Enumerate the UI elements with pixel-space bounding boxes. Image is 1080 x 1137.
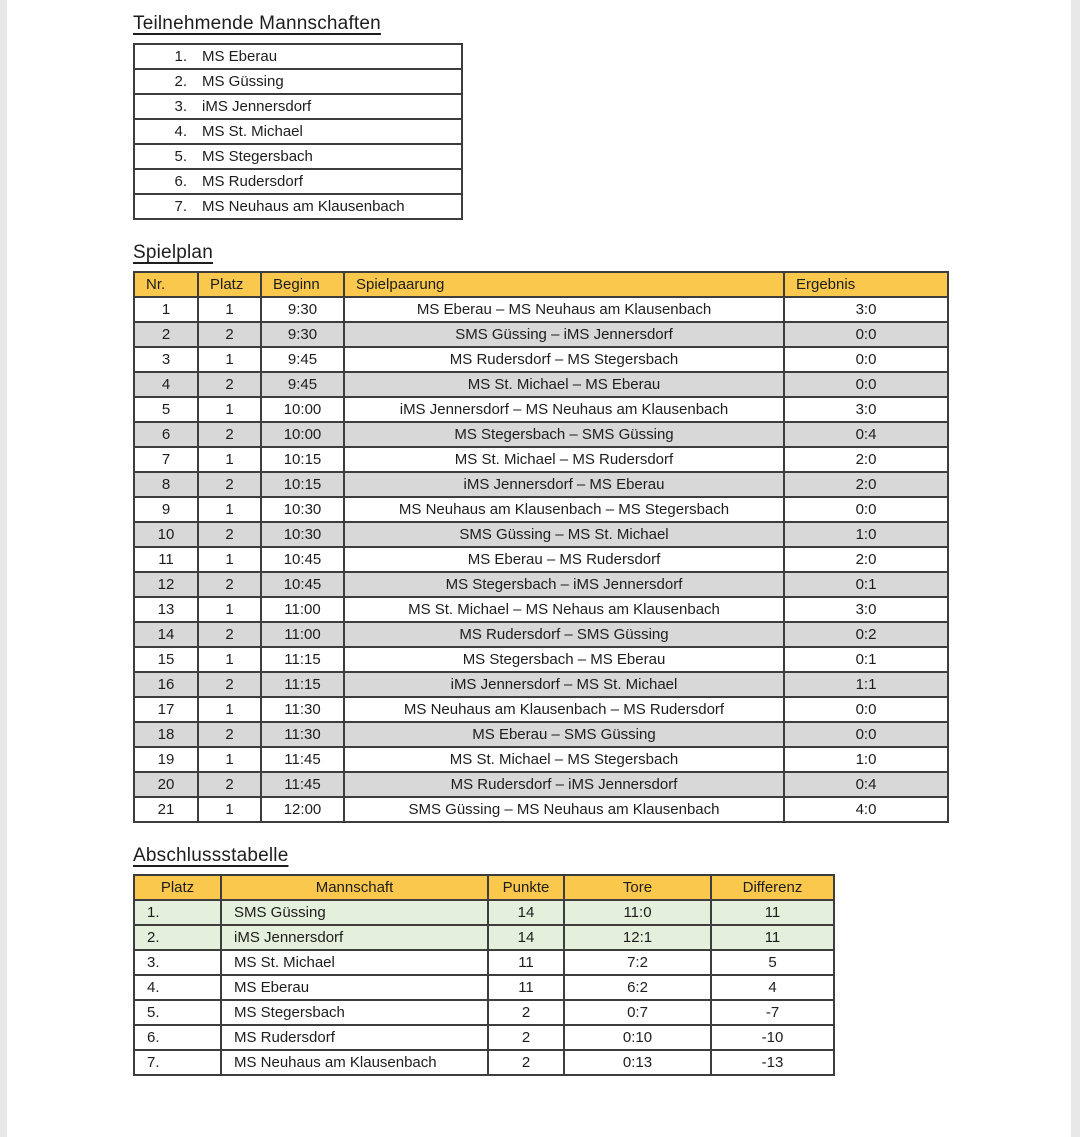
schedule-row (134, 697, 948, 722)
cell-platz: 1 (198, 597, 261, 622)
cell-beginn: 11:45 (261, 772, 344, 797)
cell-mannschaft: MS Rudersdorf (221, 1025, 488, 1050)
cell-nr: 7 (134, 447, 198, 472)
cell-beginn: 11:15 (261, 672, 344, 697)
schedule-row (134, 322, 948, 347)
team-list-row (134, 144, 462, 169)
cell-ergebnis: 0:0 (784, 372, 948, 397)
schedule-row (134, 647, 948, 672)
cell-platz: 2 (198, 772, 261, 797)
cell-nr: 10 (134, 522, 198, 547)
cell-beginn: 10:15 (261, 472, 344, 497)
schedule-row (134, 347, 948, 372)
standings-col-header-platz: Platz (134, 875, 221, 900)
cell-ergebnis: 0:0 (784, 497, 948, 522)
cell-platz: 1 (198, 797, 261, 822)
standings-col-header-differenz: Differenz (711, 875, 834, 900)
cell-platz: 4. (134, 975, 221, 1000)
teams-table (133, 43, 463, 220)
cell-nr: 8 (134, 472, 198, 497)
team-list-cell (134, 44, 462, 69)
cell-nr: 5 (134, 397, 198, 422)
cell-punkte: 14 (488, 925, 564, 950)
cell-spielpaarung: MS St. Michael – MS Rudersdorf (344, 447, 784, 472)
cell-platz: 2 (198, 422, 261, 447)
team-name: MS St. Michael (202, 123, 303, 140)
team-list-row (134, 119, 462, 144)
standings-header-row (134, 875, 834, 900)
cell-spielpaarung: MS Eberau – MS Neuhaus am Klausenbach (344, 297, 784, 322)
cell-beginn: 10:00 (261, 422, 344, 447)
cell-nr: 2 (134, 322, 198, 347)
team-list-row (134, 44, 462, 69)
schedule-row (134, 522, 948, 547)
schedule-row (134, 722, 948, 747)
cell-platz: 2 (198, 472, 261, 497)
cell-nr: 17 (134, 697, 198, 722)
cell-tore: 11:0 (564, 900, 711, 925)
standings-col-header-tore: Tore (564, 875, 711, 900)
team-list-row (134, 194, 462, 219)
cell-ergebnis: 0:0 (784, 322, 948, 347)
standings-table (133, 874, 835, 1076)
cell-spielpaarung: SMS Güssing – MS St. Michael (344, 522, 784, 547)
standings-row (134, 1025, 834, 1050)
team-name: MS Stegersbach (202, 148, 313, 165)
cell-beginn: 9:30 (261, 297, 344, 322)
schedule-col-header-ergebnis: Ergebnis (784, 272, 948, 297)
cell-tore: 0:13 (564, 1050, 711, 1075)
page-left-edge (0, 0, 7, 1137)
cell-platz: 7. (134, 1050, 221, 1075)
cell-spielpaarung: iMS Jennersdorf – MS St. Michael (344, 672, 784, 697)
cell-punkte: 11 (488, 975, 564, 1000)
team-name: MS Rudersdorf (202, 173, 303, 190)
cell-differenz: 4 (711, 975, 834, 1000)
cell-spielpaarung: MS Eberau – SMS Güssing (344, 722, 784, 747)
cell-platz: 1 (198, 647, 261, 672)
schedule-table-body (134, 297, 948, 822)
cell-spielpaarung: MS Stegersbach – iMS Jennersdorf (344, 572, 784, 597)
page-right-edge (1071, 0, 1080, 1137)
cell-platz: 1 (198, 447, 261, 472)
team-number: 2. (174, 73, 187, 90)
cell-platz: 2 (198, 322, 261, 347)
cell-platz: 2. (134, 925, 221, 950)
cell-ergebnis: 1:0 (784, 747, 948, 772)
schedule-row (134, 747, 948, 772)
cell-nr: 9 (134, 497, 198, 522)
cell-spielpaarung: MS Neuhaus am Klausenbach – MS Rudersdorf (344, 697, 784, 722)
standings-section-title: Abschlussstabelle (133, 845, 289, 866)
cell-nr: 11 (134, 547, 198, 572)
cell-nr: 1 (134, 297, 198, 322)
cell-beginn: 10:30 (261, 522, 344, 547)
cell-beginn: 10:00 (261, 397, 344, 422)
cell-beginn: 9:45 (261, 372, 344, 397)
cell-ergebnis: 3:0 (784, 297, 948, 322)
cell-mannschaft: MS Neuhaus am Klausenbach (221, 1050, 488, 1075)
team-list-cell (134, 144, 462, 169)
schedule-row (134, 472, 948, 497)
schedule-row (134, 447, 948, 472)
cell-spielpaarung: MS Neuhaus am Klausenbach – MS Stegersbach (344, 497, 784, 522)
schedule-table (133, 271, 949, 823)
standings-row (134, 925, 834, 950)
cell-platz: 1 (198, 397, 261, 422)
schedule-header-row (134, 272, 948, 297)
schedule-col-header-spielpaarung: Spielpaarung (344, 272, 784, 297)
cell-spielpaarung: MS Eberau – MS Rudersdorf (344, 547, 784, 572)
cell-beginn: 9:45 (261, 347, 344, 372)
cell-beginn: 11:30 (261, 722, 344, 747)
cell-platz: 1 (198, 547, 261, 572)
cell-nr: 14 (134, 622, 198, 647)
cell-beginn: 9:30 (261, 322, 344, 347)
team-list-row (134, 94, 462, 119)
cell-nr: 15 (134, 647, 198, 672)
team-number: 3. (174, 98, 187, 115)
schedule-row (134, 497, 948, 522)
cell-beginn: 10:45 (261, 572, 344, 597)
cell-nr: 20 (134, 772, 198, 797)
cell-ergebnis: 0:0 (784, 722, 948, 747)
schedule-col-header-beginn: Beginn (261, 272, 344, 297)
schedule-row (134, 372, 948, 397)
cell-ergebnis: 0:4 (784, 422, 948, 447)
cell-platz: 1 (198, 497, 261, 522)
cell-ergebnis: 3:0 (784, 597, 948, 622)
cell-differenz: -13 (711, 1050, 834, 1075)
cell-ergebnis: 0:0 (784, 347, 948, 372)
schedule-section-title: Spielplan (133, 242, 213, 263)
cell-platz: 2 (198, 372, 261, 397)
team-number: 5. (174, 148, 187, 165)
cell-platz: 1 (198, 697, 261, 722)
cell-mannschaft: SMS Güssing (221, 900, 488, 925)
teams-section-title: Teilnehmende Mannschaften (133, 13, 381, 34)
cell-spielpaarung: MS Rudersdorf – SMS Güssing (344, 622, 784, 647)
cell-ergebnis: 0:0 (784, 697, 948, 722)
cell-beginn: 11:00 (261, 597, 344, 622)
cell-tore: 0:10 (564, 1025, 711, 1050)
cell-beginn: 11:45 (261, 747, 344, 772)
schedule-row (134, 397, 948, 422)
cell-platz: 1. (134, 900, 221, 925)
cell-platz: 1 (198, 347, 261, 372)
cell-platz: 1 (198, 297, 261, 322)
cell-nr: 19 (134, 747, 198, 772)
standings-row (134, 1050, 834, 1075)
cell-platz: 6. (134, 1025, 221, 1050)
cell-tore: 12:1 (564, 925, 711, 950)
cell-punkte: 2 (488, 1025, 564, 1050)
cell-nr: 3 (134, 347, 198, 372)
cell-nr: 6 (134, 422, 198, 447)
team-list-row (134, 169, 462, 194)
standings-row (134, 1000, 834, 1025)
standings-table-body (134, 900, 834, 1075)
cell-spielpaarung: MS Rudersdorf – iMS Jennersdorf (344, 772, 784, 797)
cell-differenz: 11 (711, 900, 834, 925)
cell-platz: 2 (198, 622, 261, 647)
team-list-row (134, 69, 462, 94)
team-list-cell (134, 194, 462, 219)
cell-platz: 3. (134, 950, 221, 975)
cell-nr: 12 (134, 572, 198, 597)
cell-beginn: 10:45 (261, 547, 344, 572)
schedule-col-header-nr: Nr. (134, 272, 198, 297)
cell-punkte: 2 (488, 1000, 564, 1025)
schedule-row (134, 297, 948, 322)
cell-platz: 2 (198, 672, 261, 697)
cell-ergebnis: 1:1 (784, 672, 948, 697)
cell-spielpaarung: iMS Jennersdorf – MS Neuhaus am Klausenbach (344, 397, 784, 422)
cell-nr: 16 (134, 672, 198, 697)
cell-punkte: 11 (488, 950, 564, 975)
cell-ergebnis: 1:0 (784, 522, 948, 547)
standings-row (134, 900, 834, 925)
cell-spielpaarung: MS Rudersdorf – MS Stegersbach (344, 347, 784, 372)
cell-mannschaft: MS Stegersbach (221, 1000, 488, 1025)
cell-spielpaarung: MS St. Michael – MS Stegersbach (344, 747, 784, 772)
team-list-cell (134, 119, 462, 144)
cell-platz: 1 (198, 747, 261, 772)
schedule-row (134, 622, 948, 647)
schedule-row (134, 672, 948, 697)
team-number: 1. (174, 48, 187, 65)
schedule-row (134, 797, 948, 822)
team-list-cell (134, 169, 462, 194)
cell-nr: 4 (134, 372, 198, 397)
cell-spielpaarung: MS Stegersbach – SMS Güssing (344, 422, 784, 447)
schedule-row (134, 422, 948, 447)
cell-spielpaarung: SMS Güssing – iMS Jennersdorf (344, 322, 784, 347)
cell-differenz: 11 (711, 925, 834, 950)
cell-ergebnis: 0:1 (784, 647, 948, 672)
cell-tore: 6:2 (564, 975, 711, 1000)
cell-ergebnis: 0:1 (784, 572, 948, 597)
team-name: MS Güssing (202, 73, 284, 90)
cell-ergebnis: 2:0 (784, 447, 948, 472)
cell-ergebnis: 4:0 (784, 797, 948, 822)
team-number: 6. (174, 173, 187, 190)
cell-beginn: 10:15 (261, 447, 344, 472)
cell-platz: 2 (198, 722, 261, 747)
standings-row (134, 975, 834, 1000)
schedule-col-header-platz: Platz (198, 272, 261, 297)
cell-differenz: -10 (711, 1025, 834, 1050)
team-list-cell (134, 69, 462, 94)
cell-beginn: 12:00 (261, 797, 344, 822)
cell-spielpaarung: iMS Jennersdorf – MS Eberau (344, 472, 784, 497)
cell-ergebnis: 3:0 (784, 397, 948, 422)
team-name: MS Eberau (202, 48, 278, 65)
team-number: 7. (174, 198, 187, 215)
cell-platz: 2 (198, 522, 261, 547)
schedule-row (134, 772, 948, 797)
team-name: MS Neuhaus am Klausenbach (202, 198, 405, 215)
cell-nr: 13 (134, 597, 198, 622)
cell-beginn: 11:30 (261, 697, 344, 722)
cell-punkte: 14 (488, 900, 564, 925)
cell-ergebnis: 0:2 (784, 622, 948, 647)
cell-platz: 2 (198, 572, 261, 597)
teams-table-body (134, 44, 462, 219)
schedule-row (134, 597, 948, 622)
standings-row (134, 950, 834, 975)
cell-tore: 7:2 (564, 950, 711, 975)
cell-spielpaarung: MS St. Michael – MS Nehaus am Klausenbach (344, 597, 784, 622)
cell-ergebnis: 2:0 (784, 472, 948, 497)
cell-spielpaarung: MS Stegersbach – MS Eberau (344, 647, 784, 672)
schedule-row (134, 572, 948, 597)
standings-col-header-mannschaft: Mannschaft (221, 875, 488, 900)
cell-spielpaarung: MS St. Michael – MS Eberau (344, 372, 784, 397)
cell-differenz: -7 (711, 1000, 834, 1025)
cell-beginn: 10:30 (261, 497, 344, 522)
cell-ergebnis: 2:0 (784, 547, 948, 572)
schedule-row (134, 547, 948, 572)
cell-differenz: 5 (711, 950, 834, 975)
team-name: iMS Jennersdorf (202, 98, 312, 115)
cell-tore: 0:7 (564, 1000, 711, 1025)
cell-mannschaft: MS Eberau (221, 975, 488, 1000)
cell-nr: 21 (134, 797, 198, 822)
cell-ergebnis: 0:4 (784, 772, 948, 797)
cell-platz: 5. (134, 1000, 221, 1025)
cell-spielpaarung: SMS Güssing – MS Neuhaus am Klausenbach (344, 797, 784, 822)
cell-punkte: 2 (488, 1050, 564, 1075)
cell-beginn: 11:00 (261, 622, 344, 647)
cell-beginn: 11:15 (261, 647, 344, 672)
cell-nr: 18 (134, 722, 198, 747)
standings-col-header-punkte: Punkte (488, 875, 564, 900)
team-number: 4. (174, 123, 187, 140)
team-list-cell (134, 94, 462, 119)
cell-mannschaft: iMS Jennersdorf (221, 925, 488, 950)
cell-mannschaft: MS St. Michael (221, 950, 488, 975)
